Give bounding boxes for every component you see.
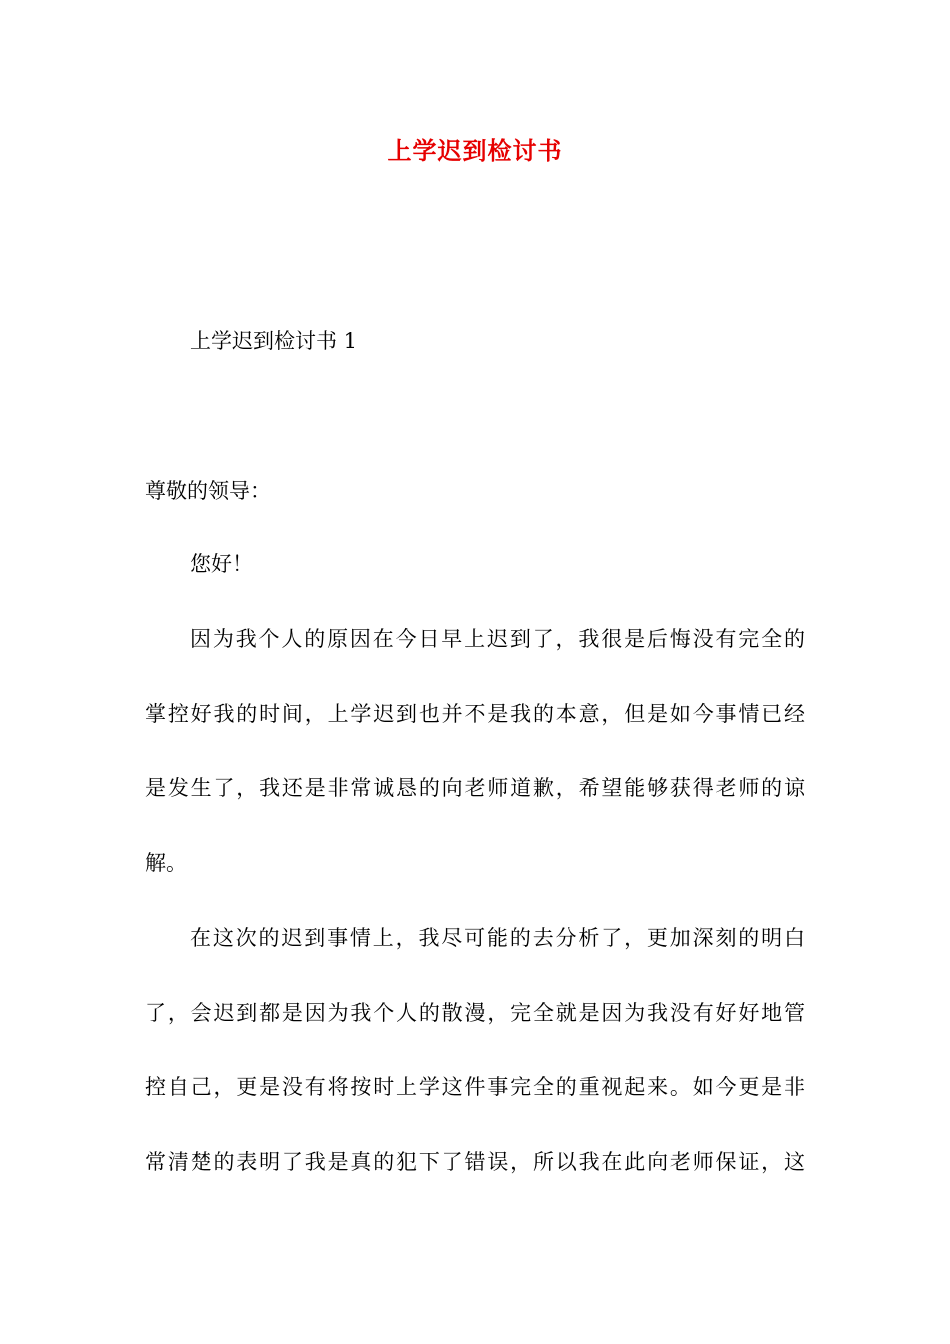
body-line: 因为我个人的原因在今日早上迟到了，我很是后悔没有完全的 xyxy=(190,627,805,651)
greeting: 您好！ xyxy=(190,552,253,576)
body-line: 是发生了，我还是非常诚恳的向老师道歉，希望能够获得老师的谅 xyxy=(145,776,805,800)
body-line: 在这次的迟到事情上，我尽可能的去分析了，更加深刻的明白 xyxy=(190,926,805,950)
section-heading: 上学迟到检讨书 1 xyxy=(190,329,358,353)
body-line: 了，会迟到都是因为我个人的散漫，完全就是因为我没有好好地管 xyxy=(145,1001,805,1025)
body-line: 控自己，更是没有将按时上学这件事完全的重视起来。如今更是非 xyxy=(145,1075,805,1099)
body-line: 掌控好我的时间，上学迟到也并不是我的本意，但是如今事情已经 xyxy=(145,702,805,726)
document-title: 上学迟到检讨书 xyxy=(387,136,563,165)
body-line: 解。 xyxy=(145,851,187,875)
body-line: 常清楚的表明了我是真的犯下了错误，所以我在此向老师保证，这 xyxy=(145,1150,805,1174)
salutation: 尊敬的领导： xyxy=(145,479,271,503)
